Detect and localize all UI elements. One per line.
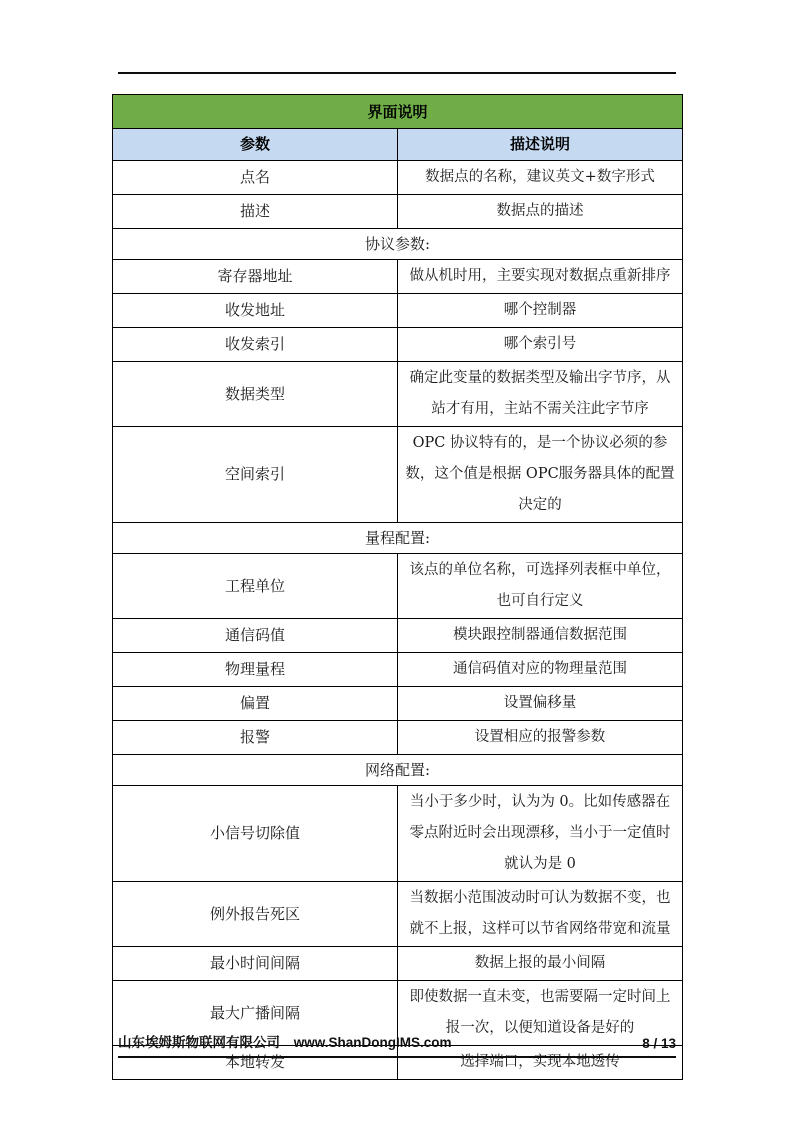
desc-cell: 确定此变量的数据类型及输出字节序，从站才有用，主站不需关注此字节序 xyxy=(398,362,683,427)
desc-cell: 当数据小范围波动时可认为数据不变，也就不上报，这样可以节省网络带宽和流量 xyxy=(398,882,683,947)
desc-cell: 数据上报的最小间隔 xyxy=(398,947,683,981)
table-row xyxy=(113,554,683,619)
page-footer xyxy=(118,1031,676,1058)
section-row xyxy=(113,229,683,260)
table-row xyxy=(113,786,683,882)
desc-cell: 即使数据一直未变，也需要隔一定时间上报一次，以便知道设备是好的 xyxy=(398,981,683,1046)
section-label: 量程配置: xyxy=(113,523,683,554)
table-title-row xyxy=(113,95,683,129)
param-cell: 通信码值 xyxy=(113,619,398,653)
section-label: 协议参数: xyxy=(113,229,683,260)
page-number: 8 / 13 xyxy=(642,1036,676,1051)
table-row xyxy=(113,427,683,523)
param-cell: 数据类型 xyxy=(113,362,398,427)
table-row xyxy=(113,260,683,294)
interface-description-table xyxy=(112,94,683,1080)
table-row xyxy=(113,619,683,653)
company-name: 山东埃姆斯物联网有限公司 xyxy=(118,1035,280,1050)
param-cell: 报警 xyxy=(113,721,398,755)
table-row xyxy=(113,328,683,362)
param-cell: 寄存器地址 xyxy=(113,260,398,294)
section-row xyxy=(113,523,683,554)
param-cell: 描述 xyxy=(113,195,398,229)
table-row xyxy=(113,195,683,229)
section-row xyxy=(113,755,683,786)
param-cell: 小信号切除值 xyxy=(113,786,398,882)
desc-cell: 哪个索引号 xyxy=(398,328,683,362)
desc-cell: 该点的单位名称，可选择列表框中单位，也可自行定义 xyxy=(398,554,683,619)
desc-cell: OPC 协议特有的，是一个协议必须的参数，这个值是根据 OPC服务器具体的配置决定的 xyxy=(398,427,683,523)
table-row xyxy=(113,882,683,947)
param-cell: 点名 xyxy=(113,161,398,195)
param-cell: 最小时间间隔 xyxy=(113,947,398,981)
desc-cell: 数据点的名称，建议英文+数字形式 xyxy=(398,161,683,195)
column-header-param: 参数 xyxy=(113,129,398,161)
param-cell: 收发地址 xyxy=(113,294,398,328)
desc-cell: 模块跟控制器通信数据范围 xyxy=(398,619,683,653)
table-row xyxy=(113,947,683,981)
footer-left xyxy=(118,1031,452,1051)
column-header-desc: 描述说明 xyxy=(398,129,683,161)
param-cell: 物理量程 xyxy=(113,653,398,687)
desc-cell: 通信码值对应的物理量范围 xyxy=(398,653,683,687)
desc-cell: 哪个控制器 xyxy=(398,294,683,328)
table-row xyxy=(113,161,683,195)
desc-cell: 数据点的描述 xyxy=(398,195,683,229)
desc-cell: 设置相应的报警参数 xyxy=(398,721,683,755)
table-header-row xyxy=(113,129,683,161)
desc-cell: 做从机时用，主要实现对数据点重新排序 xyxy=(398,260,683,294)
company-website: www.ShanDongIMS.com xyxy=(293,1035,452,1050)
table-title: 界面说明 xyxy=(113,95,683,129)
table-body xyxy=(113,161,683,1080)
param-cell: 偏置 xyxy=(113,687,398,721)
table-row xyxy=(113,721,683,755)
param-cell: 工程单位 xyxy=(113,554,398,619)
param-cell: 本地转发 xyxy=(113,1046,398,1080)
table-row xyxy=(113,294,683,328)
table-row xyxy=(113,362,683,427)
desc-cell: 设置偏移量 xyxy=(398,687,683,721)
param-cell: 例外报告死区 xyxy=(113,882,398,947)
table-row xyxy=(113,687,683,721)
section-label: 网络配置: xyxy=(113,755,683,786)
param-cell: 空间索引 xyxy=(113,427,398,523)
header-rule xyxy=(118,72,676,74)
desc-cell: 当小于多少时，认为为 0。比如传感器在零点附近时会出现漂移，当小于一定值时就认为是 0 xyxy=(398,786,683,882)
table-row xyxy=(113,653,683,687)
desc-cell: 选择端口，实现本地透传 xyxy=(398,1046,683,1080)
param-cell: 收发索引 xyxy=(113,328,398,362)
param-cell: 最大广播间隔 xyxy=(113,981,398,1046)
